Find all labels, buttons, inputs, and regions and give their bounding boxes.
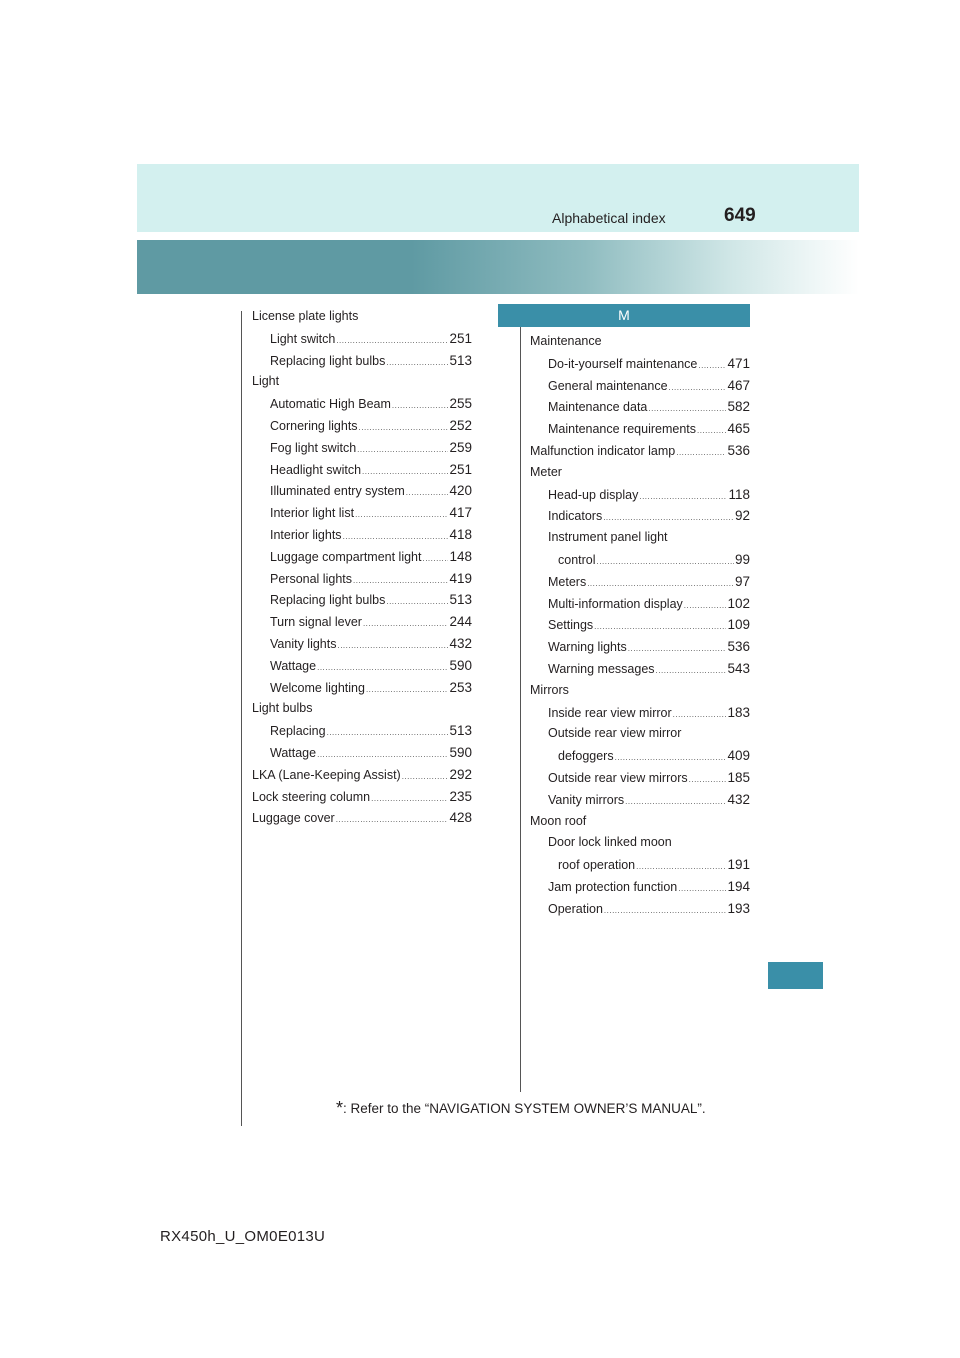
index-entry-page: 513: [449, 352, 472, 368]
index-entry-page: 292: [449, 766, 472, 782]
footnote-mark: *: [336, 1098, 344, 1118]
index-entry-label: Multi-information display: [548, 596, 683, 611]
index-entry-page: 253: [449, 679, 472, 695]
index-entry-page: 183: [727, 704, 750, 720]
index-entry: [252, 633, 472, 655]
index-entry: [530, 549, 750, 571]
dot-leader: [359, 417, 449, 439]
index-entry-page: 252: [449, 417, 472, 433]
index-entry: [252, 524, 472, 546]
index-entry-label: Meter: [530, 464, 562, 479]
index-entry-label: Interior light list: [270, 506, 355, 521]
dot-leader: [604, 900, 727, 922]
index-entry-label: Luggage cover: [252, 811, 335, 826]
index-entry-label: Illuminated entry system: [270, 484, 405, 499]
index-entry-label: Vanity mirrors: [548, 792, 625, 807]
index-entry: [252, 720, 472, 742]
index-entry-label: Malfunction indicator lamp: [530, 443, 676, 458]
dot-leader: [628, 638, 727, 660]
index-entry-page: 536: [727, 442, 750, 458]
index-entry-page: 194: [727, 878, 750, 894]
index-entry-page: 255: [449, 396, 472, 412]
index-entry: [252, 742, 472, 764]
dot-leader: [422, 548, 448, 570]
index-entry: [252, 502, 472, 524]
index-entry: [530, 353, 750, 375]
dot-leader: [678, 878, 726, 900]
index-entry-page: 109: [727, 617, 750, 633]
index-entry-page: 118: [728, 486, 750, 502]
dot-leader: [697, 420, 726, 442]
index-entry-page: 590: [449, 657, 472, 673]
index-entry-label: Replacing light bulbs: [270, 353, 386, 368]
dot-leader: [327, 722, 449, 744]
index-entry: [252, 786, 472, 808]
index-entry-label: Maintenance data: [548, 400, 648, 415]
dot-leader: [357, 439, 448, 461]
index-entry-page: 259: [449, 439, 472, 455]
index-entry: [252, 764, 472, 786]
index-entry-label: General maintenance: [548, 378, 668, 393]
index-entry-label: Light bulbs: [252, 701, 313, 716]
dot-leader: [587, 573, 734, 595]
index-entry: [530, 767, 750, 789]
dot-leader: [353, 570, 448, 592]
index-entry-page: 420: [449, 483, 472, 499]
index-entry: [530, 680, 750, 702]
index-entry-label: Personal lights: [270, 571, 352, 586]
index-entry-page: 432: [727, 791, 750, 807]
index-entry-label: Lock steering column: [252, 789, 371, 804]
section-title: Alphabetical index: [552, 210, 666, 226]
index-entry-label: roof operation: [558, 858, 636, 873]
index-entry-page: 251: [449, 330, 472, 346]
index-entry-page: 465: [727, 421, 750, 437]
index-entry-label: Replacing light bulbs: [270, 593, 386, 608]
index-entry: [252, 698, 472, 720]
dot-leader: [343, 526, 449, 548]
index-entry: [252, 415, 472, 437]
footnote: [336, 1098, 706, 1119]
dot-leader: [406, 482, 449, 504]
index-entry: [530, 745, 750, 767]
index-entry: [530, 527, 750, 549]
index-entry-label: Moon roof: [530, 813, 587, 828]
index-entry: [530, 462, 750, 484]
dot-leader: [363, 613, 449, 635]
index-entry: [530, 811, 750, 833]
index-entry-page: 191: [727, 857, 750, 873]
index-entry: [252, 459, 472, 481]
dot-leader: [648, 398, 726, 420]
index-column-right: [530, 331, 750, 920]
dot-leader: [336, 809, 449, 831]
index-entry: [252, 328, 472, 350]
dot-leader: [597, 551, 734, 573]
dot-leader: [673, 704, 727, 726]
index-entry-page: 185: [727, 769, 750, 785]
index-entry-page: 590: [449, 744, 472, 760]
index-entry-label: Warning messages: [548, 661, 655, 676]
index-entry: [530, 658, 750, 680]
left-column-rule: [241, 311, 242, 1126]
dot-leader: [656, 660, 727, 682]
dot-leader: [392, 395, 449, 417]
index-entry-label: Light switch: [270, 331, 336, 346]
index-entry: [252, 677, 472, 699]
index-entry-label: LKA (Lane-Keeping Assist): [252, 767, 401, 782]
index-entry-label: Jam protection function: [548, 879, 678, 894]
index-entry: [530, 505, 750, 527]
index-entry-page: 471: [727, 355, 750, 371]
index-entry-page: 428: [449, 810, 472, 826]
index-entry: [530, 832, 750, 854]
index-entry: [530, 702, 750, 724]
index-entry-label: Warning lights: [548, 640, 627, 655]
index-entry: [252, 393, 472, 415]
index-entry-label: defoggers: [558, 749, 614, 764]
dot-leader: [625, 791, 726, 813]
section-thumb-tab: [768, 962, 823, 989]
index-entry-page: 99: [734, 551, 750, 567]
dot-leader: [317, 744, 448, 766]
index-entry-label: Wattage: [270, 745, 317, 760]
index-entry: [530, 418, 750, 440]
dot-leader: [336, 330, 448, 352]
index-entry-page: 417: [449, 505, 472, 521]
middle-column-rule: [520, 326, 521, 1092]
index-entry-page: 251: [449, 461, 472, 477]
index-entry-label: Automatic High Beam: [270, 397, 391, 412]
dot-leader: [317, 657, 448, 679]
index-entry-page: 92: [734, 508, 750, 524]
index-entry: [530, 396, 750, 418]
index-entry-page: 235: [449, 788, 472, 804]
index-entry-label: Outside rear view mirrors: [548, 770, 688, 785]
index-entry-label: Fog light switch: [270, 440, 357, 455]
dot-leader: [366, 679, 449, 701]
index-entry: [252, 480, 472, 502]
index-entry: [252, 437, 472, 459]
index-entry-label: Maintenance: [530, 334, 602, 348]
index-entry: [530, 571, 750, 593]
index-entry-page: 418: [449, 526, 472, 542]
index-entry-page: 513: [449, 592, 472, 608]
index-entry-page: 409: [727, 748, 750, 764]
index-entry-label: Operation: [548, 901, 603, 916]
dot-leader: [371, 788, 448, 810]
index-entry-label: Outside rear view mirror: [548, 726, 682, 741]
index-entry-label: Settings: [548, 618, 594, 633]
index-entry: [530, 440, 750, 462]
index-entry: [252, 546, 472, 568]
dot-leader: [386, 591, 448, 613]
letter-header-m: M: [498, 304, 750, 327]
index-entry-page: 582: [727, 399, 750, 415]
index-entry-label: Door lock linked moon: [548, 835, 672, 850]
index-entry-page: 432: [449, 635, 472, 651]
index-entry-label: Do-it-yourself maintenance: [548, 356, 698, 371]
index-entry-label: Instrument panel light: [548, 530, 668, 545]
index-entry-label: Interior lights: [270, 527, 342, 542]
index-entry: [530, 789, 750, 811]
dot-leader: [636, 856, 726, 878]
index-entry: [530, 898, 750, 920]
index-entry: [252, 611, 472, 633]
dot-leader: [639, 486, 727, 508]
index-entry: [530, 636, 750, 658]
index-entry-label: Indicators: [548, 509, 603, 524]
index-entry-label: Vanity lights: [270, 636, 337, 651]
dot-leader: [698, 355, 726, 377]
index-entry-label: Mirrors: [530, 682, 569, 697]
dot-leader: [337, 635, 448, 657]
decorative-gradient-band: [137, 240, 859, 294]
dot-leader: [362, 461, 448, 483]
index-entry-page: 244: [449, 614, 472, 630]
index-entry-page: 467: [727, 377, 750, 393]
index-entry-label: Turn signal lever: [270, 615, 362, 630]
index-entry-page: 536: [727, 639, 750, 655]
index-entry: [530, 876, 750, 898]
index-entry: [252, 371, 472, 393]
index-entry-page: 543: [727, 660, 750, 676]
index-entry: [530, 723, 750, 745]
index-entry-page: 102: [727, 595, 750, 611]
index-entry: [530, 593, 750, 615]
index-entry: [530, 484, 750, 506]
index-entry-page: 97: [734, 573, 750, 589]
index-entry: [252, 807, 472, 829]
index-entry-label: control: [558, 552, 596, 567]
dot-leader: [603, 507, 734, 529]
dot-leader: [669, 377, 727, 399]
index-entry-label: Luggage compartment light: [270, 549, 422, 564]
dot-leader: [684, 595, 727, 617]
dot-leader: [676, 442, 726, 464]
index-entry-label: Cornering lights: [270, 418, 358, 433]
index-entry-page: 193: [727, 900, 750, 916]
dot-leader: [615, 747, 727, 769]
index-entry-label: Inside rear view mirror: [548, 705, 672, 720]
index-entry-page: 513: [449, 723, 472, 739]
index-entry: [252, 589, 472, 611]
index-entry: [530, 375, 750, 397]
index-entry: [252, 568, 472, 590]
index-entry: [252, 306, 472, 328]
document-id: RX450h_U_OM0E013U: [160, 1228, 326, 1245]
dot-leader: [386, 352, 448, 374]
page-number: 649: [724, 205, 756, 226]
index-entry: [252, 655, 472, 677]
index-entry: [530, 854, 750, 876]
index-entry-label: Welcome lighting: [270, 680, 365, 695]
dot-leader: [689, 769, 727, 791]
footnote-text: : Refer to the “NAVIGATION SYSTEM OWNER’S MANUAL”.: [343, 1101, 706, 1116]
index-entry: [530, 331, 750, 353]
index-entry-label: Head-up display: [548, 487, 639, 502]
dot-leader: [594, 616, 726, 638]
dot-leader: [355, 504, 448, 526]
index-entry-label: Light: [252, 374, 280, 389]
index-entry: [252, 350, 472, 372]
index-entry-label: Meters: [548, 574, 587, 589]
index-entry-label: Replacing: [270, 724, 326, 739]
index-column-left: [252, 306, 472, 829]
index-entry-page: 148: [449, 548, 472, 564]
dot-leader: [402, 766, 449, 788]
index-entry-label: License plate lights: [252, 309, 359, 323]
index-entry: [530, 614, 750, 636]
index-entry-label: Headlight switch: [270, 462, 362, 477]
index-entry-page: 419: [449, 570, 472, 586]
index-entry-label: Maintenance requirements: [548, 422, 696, 437]
index-entry-label: Wattage: [270, 658, 317, 673]
